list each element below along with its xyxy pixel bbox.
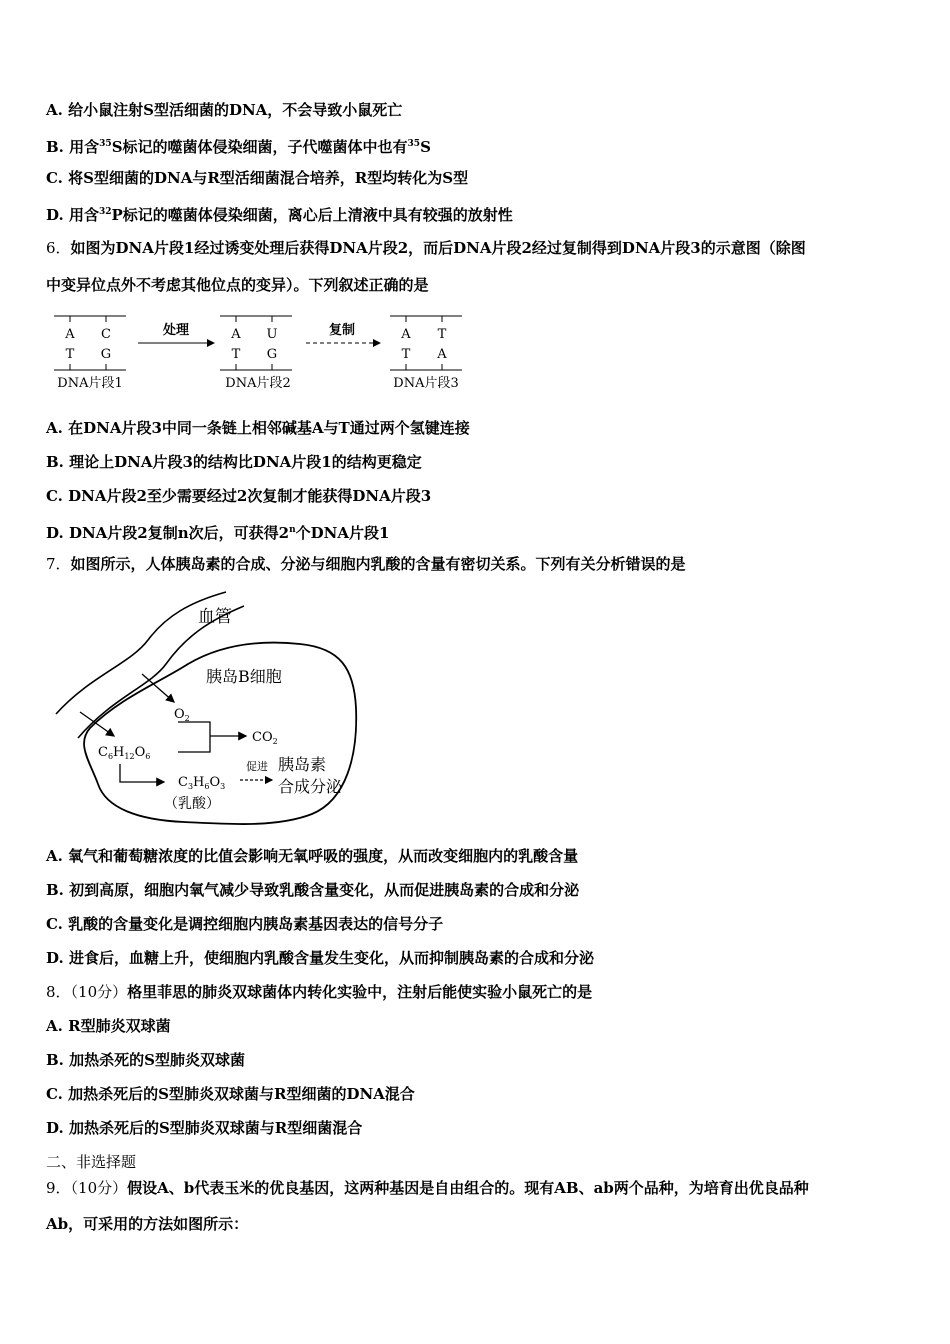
seg1-bottom-base-1: T xyxy=(65,347,75,362)
q6-option-b: B. 理论上DNA片段3的结构比DNA片段1的结构更稳定 xyxy=(46,453,422,471)
seg1-top-base-2: C xyxy=(101,327,111,342)
process-label: 处理 xyxy=(162,323,190,338)
q8-option-a: A. R型肺炎双球菌 xyxy=(46,1017,171,1035)
q5-option-a: A. 给小鼠注射S型活细菌的DNA，不会导致小鼠死亡 xyxy=(46,101,403,119)
seg1-bottom-base-2: G xyxy=(100,347,112,362)
q9-stem-line1: 9．（10分）假设A、b代表玉米的优良基因，这两种基因是自由组合的。现有AB、ab两个品种，为培育出优良品种 xyxy=(46,1179,809,1197)
q8-option-b: B. 加热杀死的S型肺炎双球菌 xyxy=(46,1051,245,1069)
q6-option-d: D. DNA片段2复制n次后，可获得2$^n$个DNA片段1 xyxy=(46,524,390,542)
q6-stem-line1: 6．如图为DNA片段1经过诱变处理后获得DNA片段2，而后DNA片段2经过复制得到DNA片段3的示意图（除图 xyxy=(46,239,806,257)
vessel-label: 血管 xyxy=(198,607,232,627)
seg3-label: DNA片段3 xyxy=(393,376,459,391)
promote-label: 促进 xyxy=(246,760,268,773)
seg2-top-base-1: A xyxy=(231,327,241,342)
replicate-label: 复制 xyxy=(328,323,356,338)
seg1-top-base-1: A xyxy=(65,327,75,342)
q6-option-c: C. DNA片段2至少需要经过2次复制才能获得DNA片段3 xyxy=(46,487,432,505)
lactate-label: （乳酸） xyxy=(164,796,220,812)
dna-segment-1 xyxy=(54,316,126,391)
insulin-cell-figure xyxy=(50,588,370,838)
dna-segment-3 xyxy=(390,316,462,391)
seg3-bottom-base-2: A xyxy=(437,347,447,362)
insulin-label-line2: 合成分泌 xyxy=(278,777,343,796)
seg2-bottom-base-2: G xyxy=(266,347,278,362)
seg3-top-base-1: A xyxy=(401,327,411,342)
q7-option-b: B. 初到高原，细胞内氧气减少导致乳酸含量变化，从而促进胰岛素的合成和分泌 xyxy=(46,881,580,899)
seg2-bottom-base-1: T xyxy=(231,347,241,362)
dna-segment-2 xyxy=(220,316,292,391)
q8-option-c: C. 加热杀死后的S型肺炎双球菌与R型细菌的DNA混合 xyxy=(46,1085,415,1103)
co2-label: $CO_2$ xyxy=(252,730,278,746)
q6-option-a: A. 在DNA片段3中同一条链上相邻碱基A与T通过两个氢键连接 xyxy=(46,419,470,437)
q8-option-d: D. 加热杀死后的S型肺炎双球菌与R型细菌混合 xyxy=(46,1119,363,1137)
q9-stem-line2: Ab，可采用的方法如图所示： xyxy=(46,1215,249,1233)
seg2-top-base-2: U xyxy=(266,327,278,342)
cell-label: 胰岛B细胞 xyxy=(206,667,282,686)
o2-label: $O_2$ xyxy=(174,707,190,723)
anaerobic-path xyxy=(120,764,164,782)
q5-option-c: C. 将S型细菌的DNA与R型活细菌混合培养，R型均转化为S型 xyxy=(46,169,469,187)
q7-option-d: D. 进食后，血糖上升，使细胞内乳酸含量发生变化，从而抑制胰岛素的合成和分泌 xyxy=(46,949,594,967)
q7-stem: 7．如图所示，人体胰岛素的合成、分泌与细胞内乳酸的含量有密切关系。下列有关分析错误的是 xyxy=(46,555,686,573)
seg2-label: DNA片段2 xyxy=(225,376,291,391)
lactate-formula: $C_3H_6O_3$ xyxy=(178,775,226,791)
seg3-top-base-2: T xyxy=(437,327,447,342)
q7-option-a: A. 氧气和葡萄糖浓度的比值会影响无氧呼吸的强度，从而改变细胞内的乳酸含量 xyxy=(46,847,579,865)
q8-stem: 8．（10分）格里菲思的肺炎双球菌体内转化实验中，注射后能使实验小鼠死亡的是 xyxy=(46,983,593,1001)
section-title: 二、非选择题 xyxy=(46,1153,137,1171)
q7-option-c: C. 乳酸的含量变化是调控细胞内胰岛素基因表达的信号分子 xyxy=(46,915,444,933)
aerobic-bracket xyxy=(178,722,210,752)
seg1-label: DNA片段1 xyxy=(57,376,123,391)
q6-stem-line2: 中变异位点外不考虑其他位点的变异）。下列叙述正确的是 xyxy=(46,276,429,294)
glucose-entry-arrow xyxy=(80,712,114,736)
seg3-bottom-base-1: T xyxy=(401,347,411,362)
q5-option-d: D. 用含$^{32}$P标记的噬菌体侵染细菌，离心后上清液中具有较强的放射性 xyxy=(46,206,513,224)
insulin-label-line1: 胰岛素 xyxy=(278,755,327,774)
q5-option-b: B. 用含$^{35}$S标记的噬菌体侵染细菌，子代噬菌体中也有$^{35}$S xyxy=(46,138,431,156)
dna-segments-figure xyxy=(40,308,480,398)
glucose-label: $C_6H_{12}O_6$ xyxy=(98,745,151,761)
